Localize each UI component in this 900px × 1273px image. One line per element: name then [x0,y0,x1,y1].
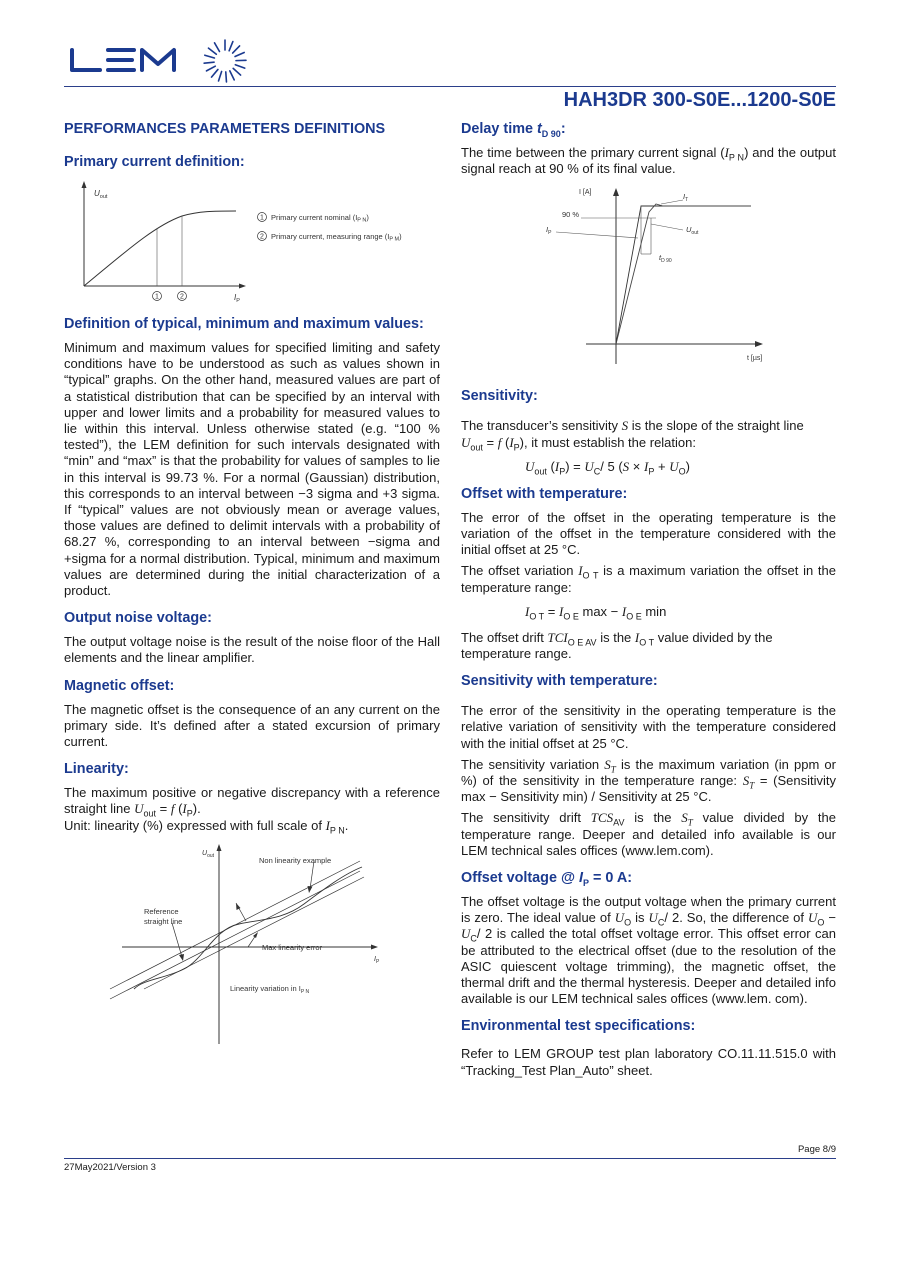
lem-logo [64,38,254,84]
fig2-y-label: $U_{out}$ [202,849,215,859]
offset-voltage-title: Offset voltage @ $I_P = 0$ A: [461,870,633,888]
section-heading: PERFORMANCES PARAMETERS DEFINITIONS [64,121,386,137]
offset-temperature-section [461,485,836,662]
delay-section [461,120,836,377]
linearity-figure [64,839,440,1047]
annotation-reference-2: straight line [144,916,183,926]
annotation-max-error: Max linearity error [262,942,323,952]
sensitivity-temperature-section [461,672,836,859]
environmental-text: Refer to LEM GROUP test plan laboratory CO.11.11.515.0 with “Tracking_Test Plan_Auto” sheet. [461,1046,836,1078]
fig2-x-label: $I_P$ [374,955,380,965]
linearity-text-2: Unit: linearity (%) expressed with full scale of $I_{P N}$. [64,817,349,836]
typical-values-text: Minimum and maximum values for specified limiting and safety conditions have to be understood as such as values shown in “typical” graphs. On the other hand, measured values are part of a statistical distribution that can be specified by an interval with upper and lower limits and a probability for measured values to lie within this interval. Unless otherwise stated (e.g. “100 % tested”), the LEM definition for such intervals designated with “min” and “max” is that the probability for values of samples to lie in this interval is 99.73 %. For a normal (Gaussian) distribution, this corresponds to an interval between −3 sigma and +3 sigma. If “typical” values are not obviously mean or average values, those values are defined to delimit intervals with a probability of 68.27 %, corresponding to an interval between −sigma and +sigma for a normal distribution. Typical, minimum and maximum values are determined during the initial characterization of a product. [64,340,440,599]
environmental-section [461,1017,836,1078]
page-number: Page 8/9 [797,1144,836,1155]
sensitivity-temperature-text-2: The sensitivity variation $S_T$ is the maximum variation (in ppm or %) of the sensitivity in the temperature range: $S_T$ = (Sensitivity max − Sensitivity min) / Sensitivity at 25 °C. [461,756,837,805]
annotation-non-linearity: Non linearity example [259,855,332,865]
primary-current-title: Primary current definition: [64,154,245,170]
environmental-title: Environmental test specifications: [461,1018,696,1035]
sensitivity-section [461,387,836,477]
offset-temperature-formula: $I_{O T} = I_{O E}$ $\max - I_{O E}$ min [525,603,667,622]
offset-temperature-text-2: The offset variation $I_{O T}$ is a maximum variation the offset in the temperature range: [461,563,836,595]
marker-1: 1 [155,293,159,301]
annotation-reference-1: Reference [144,906,179,916]
offset-temperature-text-3: The offset drift $TCI_{O E AV}$ is the $I_{O T}$ value divided by the temperature range. [461,629,773,662]
fig3-td-label: $t_{D 90}$ [659,253,672,265]
noise-title: Output noise voltage: [64,610,212,627]
document-title: HAH3DR 300-S0E...1200-S0E [563,89,836,111]
sensitivity-temperature-text-1: The error of the sensitivity in the operating temperature is the relative variation of sensitivity with the temperature considered with the initial offset at 25 °C. [461,703,836,751]
sensitivity-text: The transducer’s sensitivity S is the slope of the straight line $U_{out} = f$ $(I_P)$, it must establish the relation: [461,418,804,453]
linearity-section [64,760,440,1052]
fig3-ip-label: $I_P$ [546,225,552,237]
left-column [64,120,440,1062]
legend-marker-1: 1 [260,214,264,222]
delay-text: The time between the primary current signal $(I_{P N})$ and the output signal reach at 90 % of its final value. [461,145,836,177]
typical-values-section [64,315,440,599]
linearity-title: Linearity: [64,761,129,778]
fig3-it-label: $I_T$ [683,192,689,204]
sensitivity-temperature-title: Sensitivity with temperature: [461,673,658,690]
magnetic-offset-title: Magnetic offset: [64,677,175,694]
offset-voltage-section [461,869,836,1007]
delay-title: Delay time $t_{D 90}$: [461,121,566,139]
linearity-text-1: The maximum positive or negative discrepancy with a reference straight line $U_{out} = f$ $(I_P)$. [64,785,440,820]
fig3-x-label: t [µs] [747,355,763,363]
fig1-y-label: $U_{out}$ [94,189,108,200]
typical-values-title: Definition of typical, minimum and maximum values: [64,316,424,332]
fig1-x-label: $I_P$ [234,293,240,304]
magnetic-offset-section [64,677,440,751]
legend-marker-2: 2 [260,233,264,241]
sensitivity-formula: $U_{out}$ $(I_P) = U_C/$ 5 $(S \times I_P + U_O)$ [525,458,690,477]
offset-voltage-text: The offset voltage is the output voltage when the primary current is zero. The ideal value of $U_O$ is $U_C/$ 2. So, the difference of $U_O - U_C/$ 2 is called the total offset voltage error. This offset error can be attributed to the electrical offset (due to the resolution of the ASIC quiescent voltage trimming), the magnetic offset, the thermal drift and the thermal hysteresis. Deeper and detailed info available is our LEM technical sales offices (www.lem. com). [461,894,836,1007]
fig3-90-label: 90 % [562,210,580,220]
magnetic-offset-text: The magnetic offset is the consequence of an any current on the primary side. It’s defined after a stated excursion of primary current. [64,701,440,750]
footer-rule [64,1158,836,1159]
primary-current-figure [64,178,440,304]
noise-text: The output voltage noise is the result of the noise floor of the Hall elements and the linear amplifier. [64,634,440,666]
sensitivity-temperature-text-3: The sensitivity drift $TCS_{AV}$ is the $S_T$ value divided by the temperature range. Deeper and detailed info available is our LEM technical sales offices (www.lem.com). [461,810,836,858]
fig3-y-label: I [A] [579,189,592,197]
legend-2: Primary current, measuring range $(I_{P M})$ [271,232,402,243]
sensitivity-title: Sensitivity: [461,388,538,405]
legend-1: Primary current nominal $(I_{P N})$ [271,213,369,224]
marker-2: 2 [180,293,184,301]
delay-figure [461,182,836,372]
right-column [461,120,836,1089]
primary-current-section [64,153,440,304]
header-rule [64,86,836,87]
offset-temperature-title: Offset with temperature: [461,485,628,502]
fig3-uout-label: $U_{out}$ [686,225,699,237]
annotation-linearity-variation: Linearity variation in $I_{P N}$ [230,983,310,995]
offset-temperature-text-1: The error of the offset in the operating temperature is the variation of the offset in the temperature considered with the initial offset at 25 °C. [461,509,836,558]
version-label: 27May2021/Version 3 [64,1162,156,1173]
noise-section [64,609,440,666]
